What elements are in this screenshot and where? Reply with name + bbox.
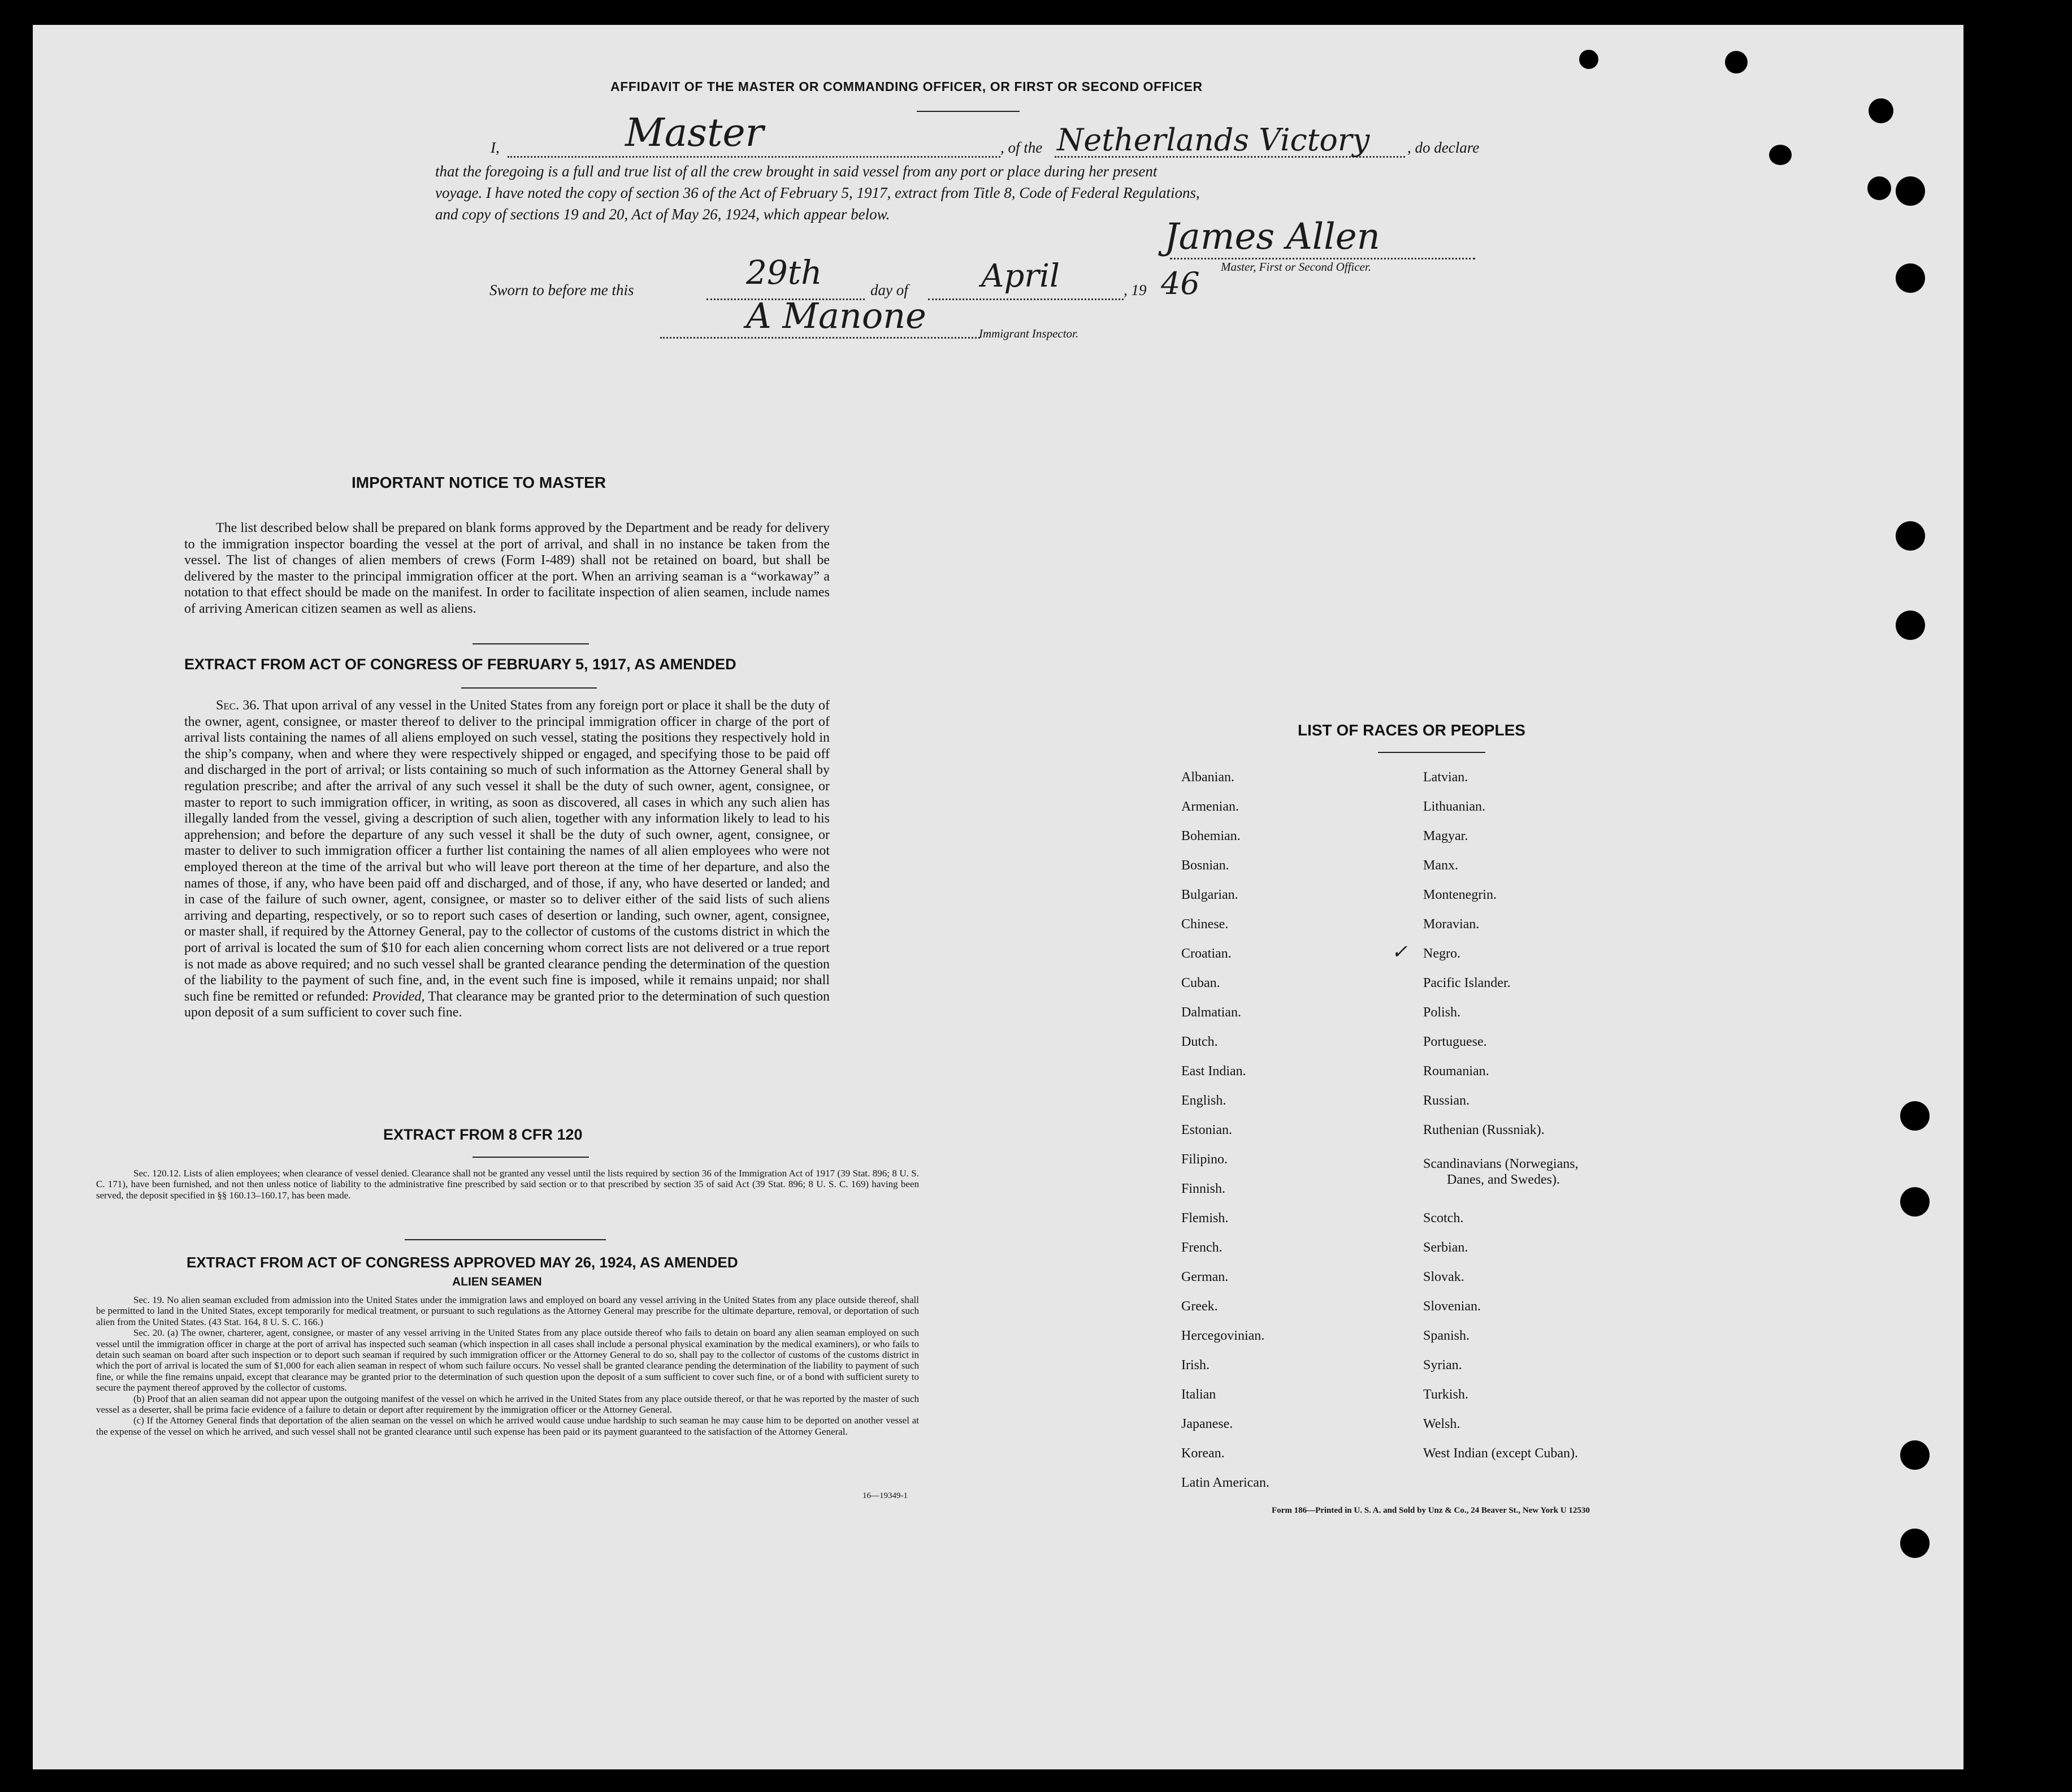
act1917-rule (461, 687, 597, 689)
affidavit-line-4: and copy of sections 19 and 20, Act of May 26, 1924, which appear below. (435, 206, 890, 223)
race-item: Lithuanian. (1423, 799, 1485, 814)
race-item: West Indian (except Cuban). (1423, 1446, 1578, 1461)
punch-hole-7 (1896, 263, 1925, 293)
do-declare-label: , do declare (1407, 139, 1480, 156)
punch-hole-9 (1896, 611, 1925, 640)
race-item: Bohemian. (1181, 829, 1241, 843)
inspector-caption: Immigrant Inspector. (979, 327, 1079, 340)
vessel-handwritten: Netherlands Victory (1057, 122, 1370, 158)
notice-rule (473, 643, 589, 644)
signature-caption: Master, First or Second Officer. (1221, 260, 1371, 274)
day-of-label: day of (870, 282, 908, 298)
month-line (928, 298, 1124, 300)
year-handwritten: 46 (1161, 266, 1200, 301)
signature-handwritten: James Allen (1164, 216, 1380, 258)
inspector-handwritten: A Manone (746, 295, 926, 336)
cfr-bottom-rule (405, 1239, 606, 1240)
race-item: Pacific Islander. (1423, 976, 1511, 990)
affidavit-title: AFFIDAVIT OF THE MASTER OR COMMANDING OFFICER, OR FIRST OR SECOND OFFICER (610, 79, 1203, 94)
form-number: 16—19349-1 (862, 1491, 908, 1500)
of-the-label: , of the (1000, 139, 1043, 156)
cfr-text: Sec. 120.12. Lists of alien employees; when clearance of vessel denied. Clearance shall not be granted any vessel until the lists required by section 36 of the Immigration Act of 1917 (39 Stat. 896; 8 U. S. C. 171), have been furnished, and not then unless notice of liability to the administrative fine prescribed by said section or to that prescribed by section 35 of said Act (39 Stat. 896; 8 U. S. C. 169) having been served, the deposit specified in §§ 160.13–160.17, has been made. (96, 1168, 919, 1201)
race-item: Dalmatian. (1181, 1005, 1241, 1020)
races-title: LIST OF RACES OR PEOPLES (1298, 721, 1525, 739)
race-item: Korean. (1181, 1446, 1225, 1461)
signature-line (1170, 258, 1475, 259)
punch-hole-2 (1725, 51, 1748, 73)
race-item: Moravian. (1423, 917, 1480, 932)
race-item: Bulgarian. (1181, 888, 1238, 902)
cfr-title: EXTRACT FROM 8 CFR 120 (383, 1126, 583, 1143)
cfr-rule (473, 1157, 589, 1158)
race-item: Ruthenian (Russniak). (1423, 1123, 1545, 1137)
sworn-label: Sworn to before me this (489, 282, 634, 298)
punch-hole-1 (1579, 50, 1598, 69)
master-handwritten: Master (625, 111, 764, 155)
sec36-text: That upon arrival of any vessel in the United States from any foreign port or place it shall be the duty of the owner, agent, consignee, or master thereof to deliver to the principal immigration officer in charge of the port of arrival lists containing the names of all aliens employed on such vessel, stating the positions they respectively hold in the ship’s company, when and where they were respectively shipped or engaged, and specifying those to be paid off and discharged in the port of arrival; or lists containing so much of such information as the Attorney General shall by regulation prescribe; and after the arrival of any such vessel it shall be the duty of such owner, agent, consignee, or master to report to such immigration officer, in writing, as soon as discovered, all cases in which any such alien has illegally landed from the vessel, giving a description of such alien, together with any information likely to lead to his apprehension; and before the departure of any such vessel it shall be the duty of such owner, agent, consignee, or master to deliver to such immigration officer a further list containing the names of all alien employees who were not employed thereon at the time of the arrival but who will leave port thereon at the time of her departure, and also the names of those, if any, who have been paid off and discharged, and of those, if any, who have deserted or landed; and in case of the failure of such owner, agent, consignee, or master so to deliver either of the said lists of such aliens arriving and departing, respectively, or so to report such cases of desertion or landing, such owner, agent, consignee, or master shall, if required by the Attorney General, pay to the collector of customs of the customs district in which the port of arrival is located the sum of $10 for each alien concerning whom correct lists are not delivered or a true report is not made as above required; and no such vessel shall be granted clearance pending the determination of the question of the liability to the payment of such fine, and, in the event such fine is imposed, while it remains unpaid; nor shall such fine be remitted or refunded: (184, 698, 830, 1004)
punch-hole-6 (1896, 176, 1925, 206)
inspector-line (660, 337, 980, 339)
punch-hole-8 (1896, 521, 1925, 551)
punch-hole-12 (1900, 1440, 1930, 1470)
race-item: Chinese. (1181, 917, 1229, 932)
race-item: Latin American. (1181, 1475, 1269, 1490)
act1917-text (184, 698, 830, 1021)
act1924-title: EXTRACT FROM ACT OF CONGRESS APPROVED MAY 26, 1924, AS AMENDED (187, 1254, 738, 1271)
race-item: Armenian. (1181, 799, 1239, 814)
race-item: Latvian. (1423, 770, 1468, 785)
name-line (508, 156, 1000, 158)
race-item: Slovenian. (1423, 1299, 1481, 1314)
check-mark-icon: ✓ (1392, 941, 1408, 963)
sec20b-text: (b) Proof that an alien seaman did not appear upon the outgoing manifest of the vessel on which he arrived in the United States from any place outside thereof, or that he was reported by the master of such vessel as a deserter, shall be prima facie evidence of a failure to detain or deport after requirement by the immigration officer or the Attorney General. (96, 1393, 919, 1416)
race-item: Negro. (1423, 946, 1460, 961)
race-item: Dutch. (1181, 1034, 1218, 1049)
punch-hole-4 (1769, 145, 1792, 165)
race-item: Greek. (1181, 1299, 1218, 1314)
race-item: Flemish. (1181, 1211, 1229, 1226)
race-item: Portuguese. (1423, 1034, 1487, 1049)
race-item: Polish. (1423, 1005, 1461, 1020)
provided-word: Provided, (372, 989, 425, 1004)
race-item: Magyar. (1423, 829, 1468, 843)
race-item: Slovak. (1423, 1270, 1464, 1284)
race-item: Estonian. (1181, 1123, 1232, 1137)
race-item: Albanian. (1181, 770, 1234, 785)
races-rule (1378, 752, 1485, 753)
sec20a-text: Sec. 20. (a) The owner, charterer, agent, consignee, or master of any vessel arriving in the United States from any place outside thereof who fails to detain on board any alien seaman employed on such vessel until the immigration officer in charge at the port of arrival has inspected such seaman (which inspection in all cases shall include a personal physical examination by the medical examiners), or who fails to detain such seaman on board after such inspection or to deport such seaman if required by such immigration officer or the Attorney General to do so, shall pay to the collector of customs of the customs district in which the port of arrival is located the sum of $1,000 for each alien seaman in respect of whom such failure occurs. No vessel shall be granted clearance pending the determination of the liability to payment of such fine, or while the fine remains unpaid, except that clearance may be granted prior to the determination of such question upon the deposit of a sum sufficient to cover such fine, or of a bond with sufficient surety to secure the payment thereof approved by the collector of customs. (96, 1327, 919, 1393)
race-item: Bosnian. (1181, 858, 1229, 873)
affidavit-line-3: voyage. I have noted the copy of section 36 of the Act of February 5, 1917, extract from Title 8, Code of Federal Regulations, (435, 184, 1200, 201)
sec19-text: Sec. 19. No alien seaman excluded from admission into the United States under the immigration laws and employed on board any vessel arriving in the United States from any place outside thereof, shall be permitted to land in the United States, except temporarily for medical treatment, or pursuant to such regulations as the Attorney General may prescribe for the ultimate departure, removal, or deportation of such alien from the United States. (43 Stat. 164, 8 U. S. C. 166.) (96, 1295, 919, 1327)
sec20c-text: (c) If the Attorney General finds that deportation of the alien seaman on the vessel on which he arrived would cause undue hardship to such seaman he may cause him to be deported on another vessel at the expense of the vessel on which he arrived, and such vessel shall not be granted clearance until such expense has been paid or its payment guaranteed to the satisfaction of the Attorney General. (96, 1415, 919, 1437)
act1917-title: EXTRACT FROM ACT OF CONGRESS OF FEBRUARY 5, 1917, AS AMENDED (184, 656, 736, 673)
notice-text: The list described below shall be prepared on blank forms approved by the Department and be ready for delivery to the immigration inspector boarding the vessel at the port of arrival, and shall in no instance be taken from the vessel. The list of changes of alien members of crews (Form I-489) shall not be retained on board, but shall be delivered by the master to the principal immigration officer at the port. When an arriving seaman is a “workaway” a notation to that effect should be made on the manifest. In order to facilitate inspection of alien seamen, include names of arriving American citizen seamen as well as aliens. (184, 521, 830, 616)
form-print-line: Form 186—Printed in U. S. A. and Sold by Unz & Co., 24 Beaver St., New York U 12530 (1272, 1506, 1590, 1515)
punch-hole-10 (1900, 1101, 1930, 1131)
race-item: Turkish. (1423, 1387, 1468, 1402)
race-item: Hercegovinian. (1181, 1328, 1265, 1343)
punch-hole-3 (1869, 98, 1893, 123)
race-item: Irish. (1181, 1358, 1210, 1373)
race-item: Italian (1181, 1387, 1216, 1402)
sec36-label: Sec. 36. (216, 698, 260, 713)
race-item: Danes, and Swedes). (1447, 1172, 1560, 1187)
race-item: Syrian. (1423, 1358, 1462, 1373)
punch-hole-5 (1867, 176, 1891, 200)
race-item: Russian. (1423, 1093, 1470, 1108)
race-item: Filipino. (1181, 1152, 1228, 1167)
affidavit-i: I, (491, 139, 500, 156)
race-item: Japanese. (1181, 1417, 1233, 1431)
day-handwritten: 29th (746, 253, 822, 292)
race-item: Scandinavians (Norwegians, (1423, 1157, 1579, 1171)
race-item: French. (1181, 1240, 1223, 1255)
year-prefix: , 19 (1124, 282, 1147, 298)
race-item: Roumanian. (1423, 1064, 1489, 1079)
race-item: Finnish. (1181, 1181, 1226, 1196)
race-item: English. (1181, 1093, 1226, 1108)
affidavit-title-rule (917, 111, 1020, 112)
act1924-text (96, 1295, 919, 1437)
notice-title: IMPORTANT NOTICE TO MASTER (352, 474, 606, 491)
race-item: East Indian. (1181, 1064, 1246, 1079)
race-item: Scotch. (1423, 1211, 1464, 1226)
race-item: Serbian. (1423, 1240, 1468, 1255)
race-item: Cuban. (1181, 976, 1220, 990)
sec36-text-end: That clearance may be granted prior to the determination of such question upon deposit of a sum sufficient to cover such fine. (184, 989, 830, 1020)
affidavit-line-2: that the foregoing is a full and true list of all the crew brought in said vessel from any port or place during her present (435, 163, 1158, 180)
punch-hole-11 (1900, 1187, 1930, 1217)
race-item: Croatian. (1181, 946, 1232, 961)
punch-hole-13 (1900, 1529, 1930, 1558)
race-item: Spanish. (1423, 1328, 1470, 1343)
month-handwritten: April (981, 258, 1060, 295)
race-item: Welsh. (1423, 1417, 1460, 1431)
race-item: German. (1181, 1270, 1229, 1284)
race-item: Montenegrin. (1423, 888, 1497, 902)
race-item: Manx. (1423, 858, 1458, 873)
act1924-subtitle: ALIEN SEAMEN (452, 1275, 542, 1288)
